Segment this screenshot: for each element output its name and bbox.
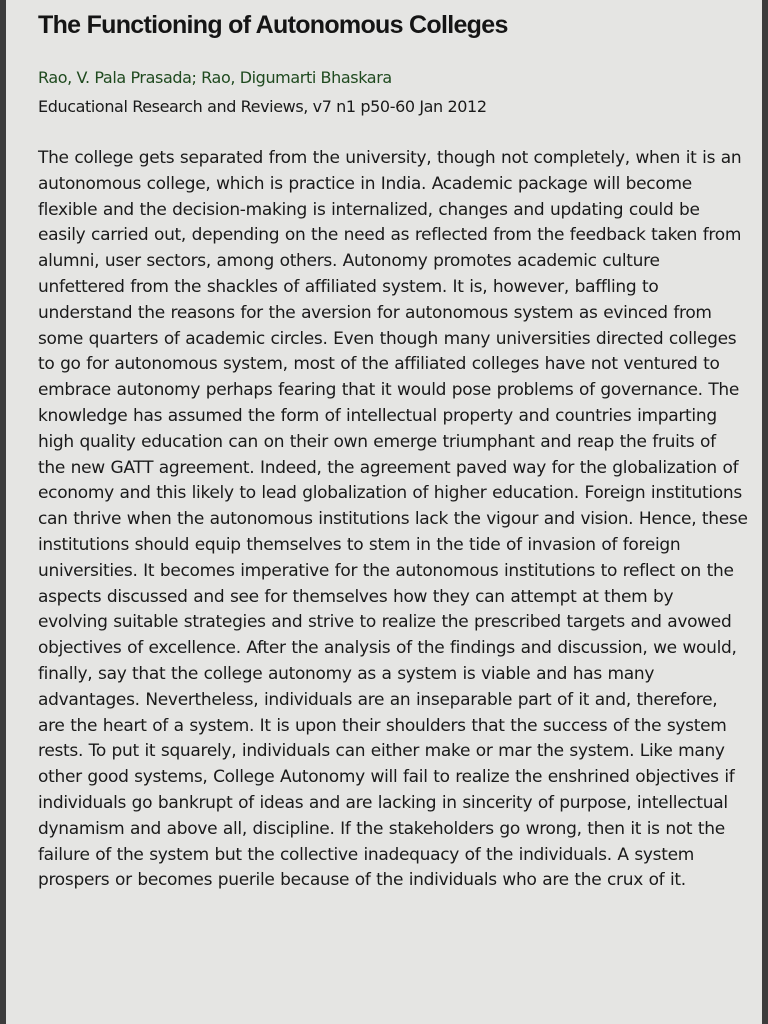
article-authors[interactable]: Rao, V. Pala Prasada; Rao, Digumarti Bhaskara bbox=[38, 68, 392, 87]
article-source: Educational Research and Reviews, v7 n1 p50-60 Jan 2012 bbox=[38, 97, 487, 116]
article-page bbox=[6, 0, 762, 1024]
article-title: The Functioning of Autonomous Colleges bbox=[38, 11, 508, 39]
article-abstract: The college gets separated from the university, though not completely, when it is an autonomous college, which is practice in India. Academic package will become flexible and the decision-making is internalized, changes and updating could be easily carried out, depending on the need as reflected from the feedback taken from alumni, user sectors, among others. Autonomy promotes academic culture unfettered from the shackles of affiliated system. It is, however, baffling to understand the reasons for the aversion for autonomous system as evinced from some quarters of academic circles. Even though many universities directed colleges to go for autonomous system, most of the affiliated colleges have not ventured to embrace autonomy perhaps fearing that it would pose problems of governance. The knowledge has assumed the form of intellectual property and countries imparting high quality education can on their own emerge triumphant and reap the fruits of the new GATT agreement. Indeed, the agreement paved way for the globalization of economy and this likely to lead globalization of higher education. Foreign institutions can thrive when the autonomous institutions lack the vigour and vision. Hence, these institutions should equip themselves to stem in the tide of invasion of foreign universities. It becomes imperative for the autonomous institutions to reflect on the aspects discussed and see for themselves how they can attempt at them by evolving suitable strategies and strive to realize the prescribed targets and avowed objectives of excellence. After the analysis of the findings and discussion, we would, finally, say that the college autonomy as a system is viable and has many advantages. Nevertheless, individuals are an inseparable part of it and, therefore, are the heart of a system. It is upon their shoulders that the success of the system rests. To put it squarely, individuals can either make or mar the system. Like many other good systems, College Autonomy will fail to realize the enshrined objectives if individuals go bankrupt of ideas and are lacking in sincerity of purpose, intellectual dynamism and above all, discipline. If the stakeholders go wrong, then it is not the failure of the system but the collective inadequacy of the individuals. A system prospers or becomes puerile because of the individuals who are the crux of it. bbox=[38, 148, 748, 891]
